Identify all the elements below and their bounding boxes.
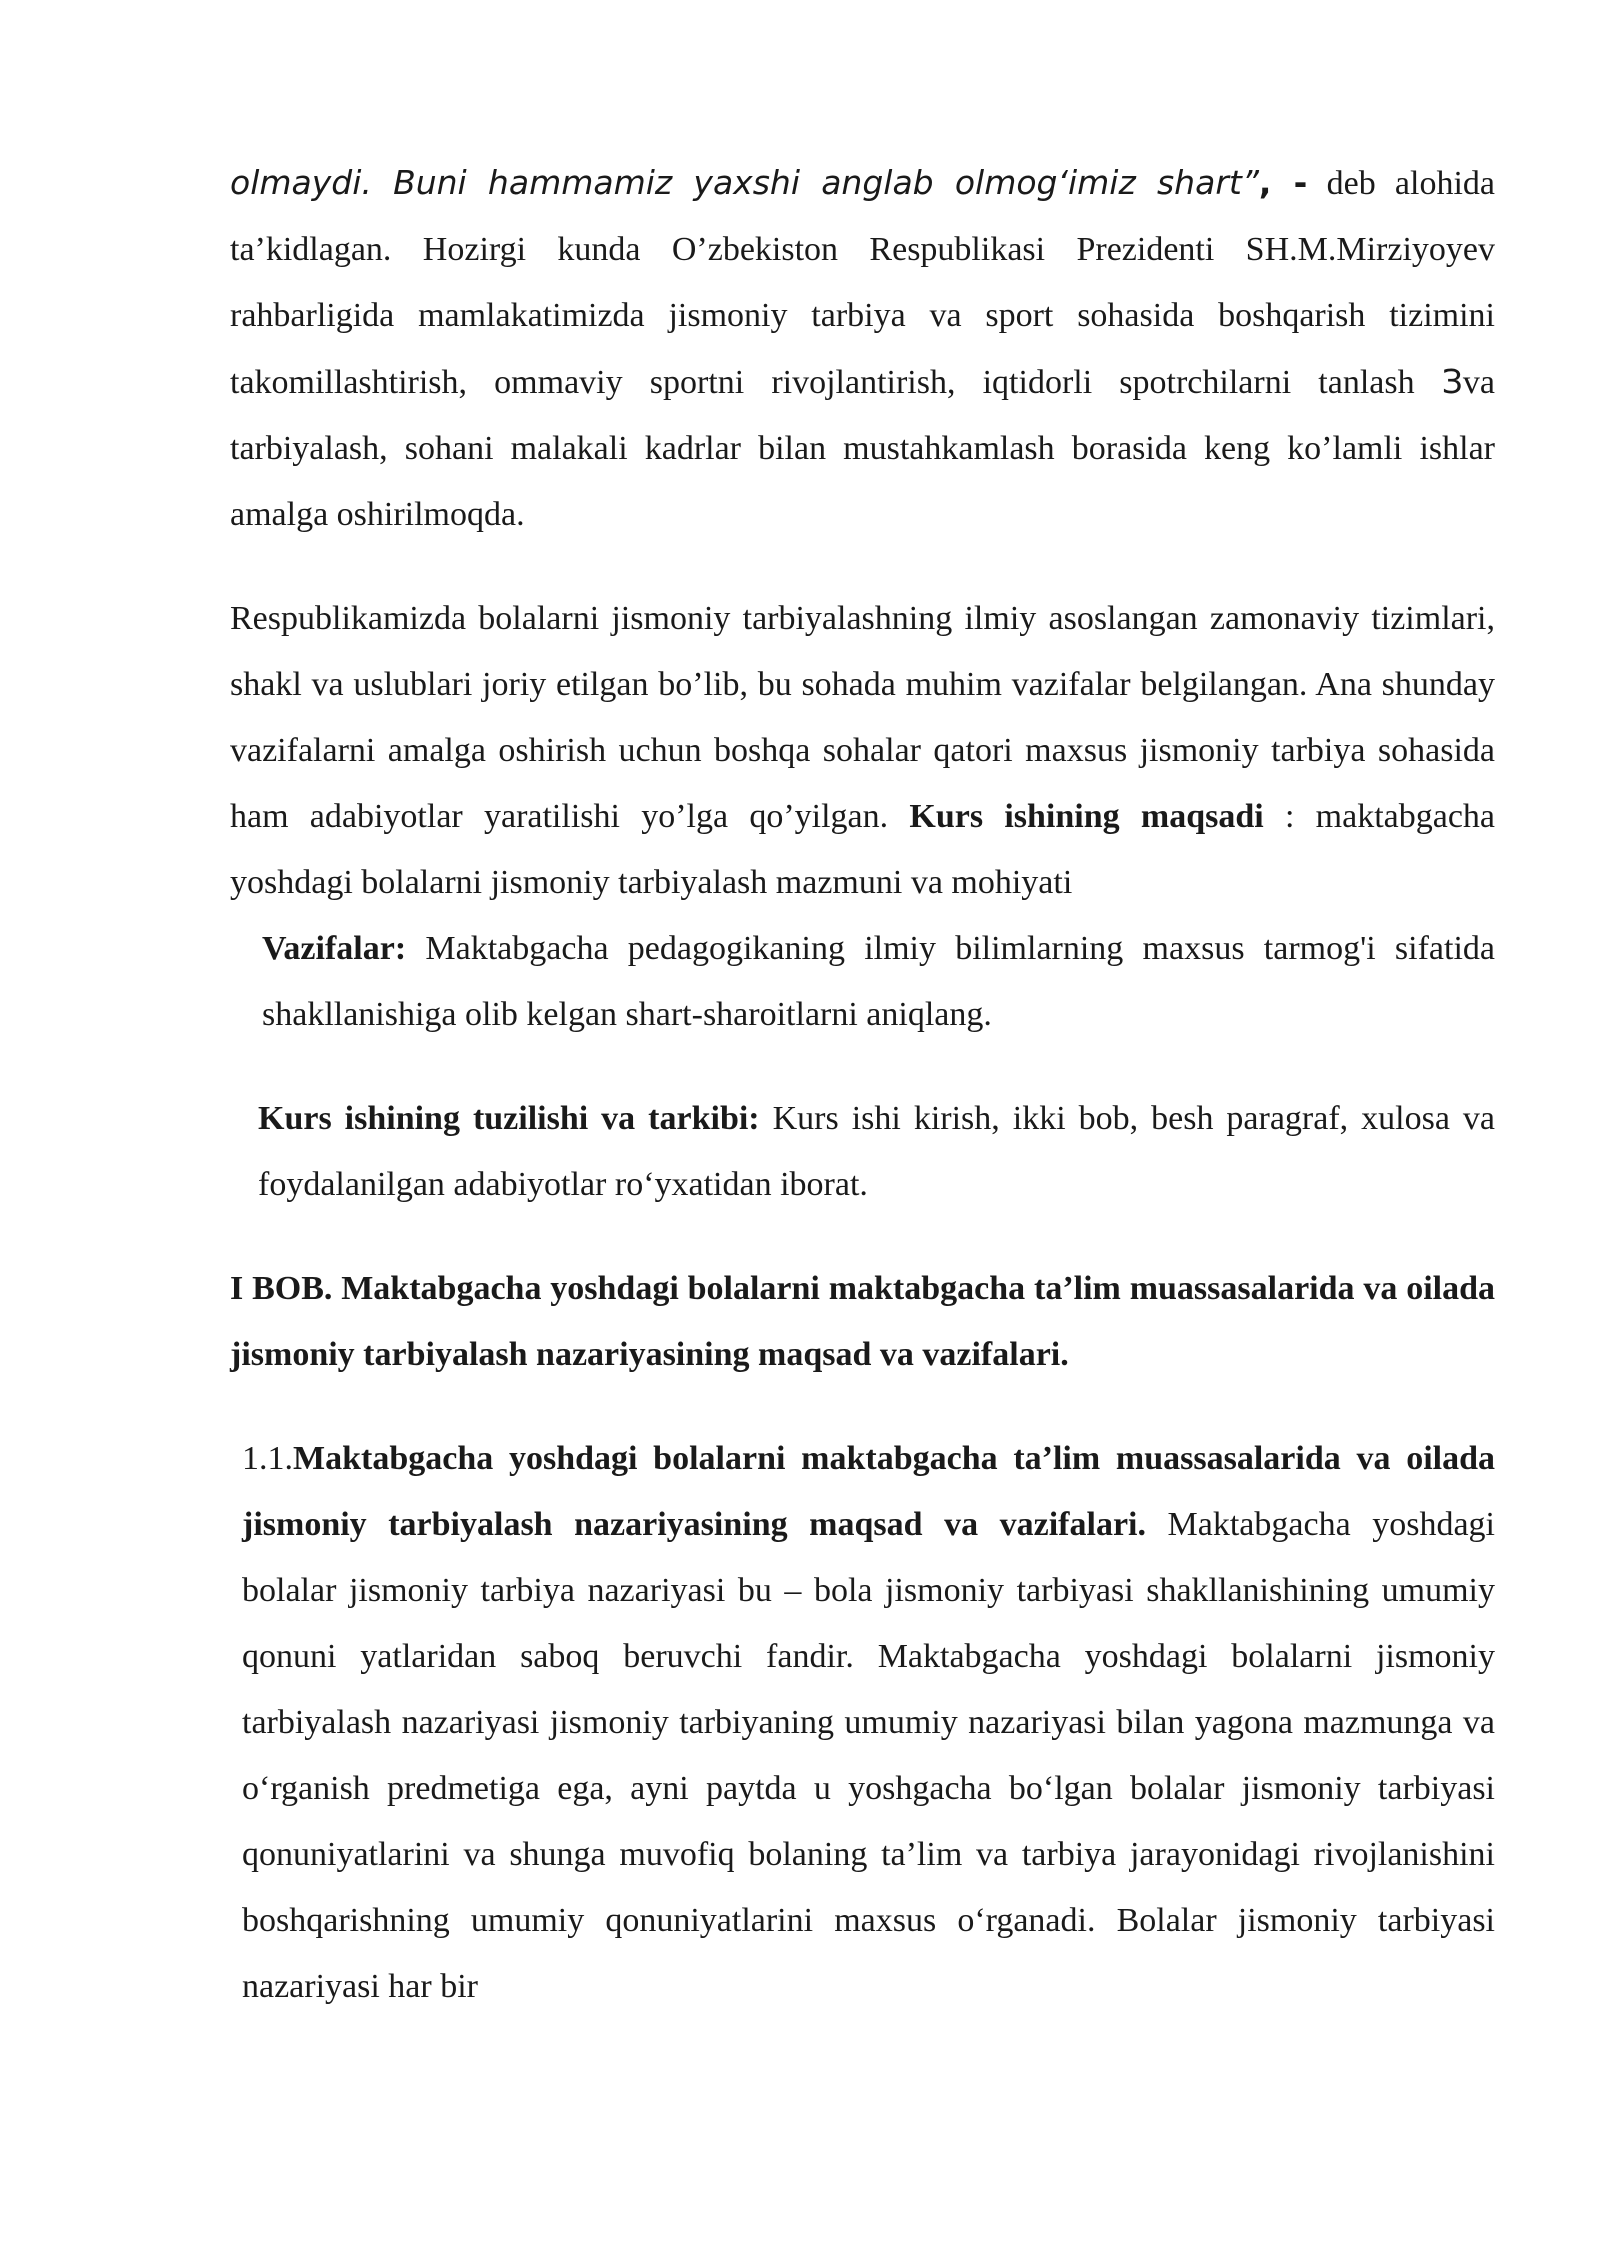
quote-dash: , - [1258, 163, 1308, 202]
section-text: Maktabgacha yoshdagi bolalar jismoniy tarbiya nazariyasi bu – bola jismoniy tarbiyasi shakllanishining umumiy qonuni yatlaridan saboq beruvchi fandir. Maktabgacha yoshdagi bolalarni jismoniy tarbiyalash nazariyasi jismoniy tarbiyaning umumiy nazariyasi bilan yagona mazmunga va o‘rganish predmetiga ega, ayni paytda u yoshgacha bo‘lgan bolalar jismoniy tarbiyasi qonuniyatlarini va shunga muvofiq bolaning ta’lim va tarbiya jarayonidagi rivojlanishini boshqarishning umumiy qonuniyatlarini maxsus o‘rganadi. Bolalar jismoniy tarbiyasi nazariyasi har bir [242, 1506, 1495, 2005]
paragraph-republic-text: Respublikamizda bolalarni jismoniy tarbiyalashning ilmiy asoslangan zamonaviy tizimlari, shakl va uslublari joriy etilgan bo’lib, bu sohada muhim vazifalar belgilangan. Ana shunday vazifalarni amalga oshirish uchun boshqa sohalar qatori maxsus jismoniy tarbiya sohasida ham adabiyotlar yaratilishi yo’lga qo’yilgan. [230, 600, 1495, 835]
goal-text: : maktabgacha yoshdagi bolalarni jismoniy tarbiyalash mazmuni va mohiyati [230, 798, 1496, 901]
paragraph-intro [230, 150, 1495, 548]
quote-italic: olmaydi. Buni hammamiz yaxshi anglab olmog‘imiz shart” [230, 163, 1259, 202]
tasks-label: Vazifalar: [262, 930, 407, 967]
paragraph-republic [230, 586, 1495, 916]
paragraph-intro-text-a: deb alohida ta’kidlagan. Hozirgi kunda O’zbekiston Respublikasi Prezidenti SH.M.Mirziyoyev rahbarligida mamlakatimizda jismoniy tarbiya va sport sohasida boshqarish tizimini takomillashtirish, ommaviy sportni rivojlantirish, iqtidorli spotrchilarni tanlash [230, 165, 1495, 401]
paragraph-tasks [230, 916, 1495, 1048]
paragraph-section [230, 1426, 1495, 2020]
tasks-text: Maktabgacha pedagogikaning ilmiy bilimlarning maxsus tarmog'i sifatida shakllanishiga olib kelgan shart-sharoitlarni aniqlang. [262, 930, 1495, 1033]
document-page [230, 150, 1495, 2020]
paragraph-structure [230, 1086, 1495, 1218]
structure-label: Kurs ishining tuzilishi va tarkibi: [258, 1100, 760, 1137]
paragraph-intro-text-b: va tarbiyalash, sohani malakali kadrlar bilan mustahkamlash borasida keng ko’lamli ishlar amalga oshirilmoqda. [230, 364, 1495, 533]
structure-text: Kurs ishi kirish, ikki bob, besh paragraf, xulosa va foydalanilgan adabiyotlar ro‘yxatidan iborat. [258, 1100, 1495, 1203]
section-title: Maktabgacha yoshdagi bolalarni maktabgacha ta’lim muassasalarida va oilada jismoniy tarbiyalash nazariyasining maqsad va vazifalari. [242, 1440, 1495, 1543]
section-number: 1.1. [242, 1440, 293, 1477]
chapter-heading: I BOB. Maktabgacha yoshdagi bolalarni maktabgacha ta’lim muassasalarida va oilada jismoniy tarbiyalash nazariyasining maqsad va vazifalari. [230, 1270, 1495, 1373]
stray-glyph: З [1441, 362, 1463, 401]
goal-label: Kurs ishining maqsadi [909, 798, 1264, 835]
